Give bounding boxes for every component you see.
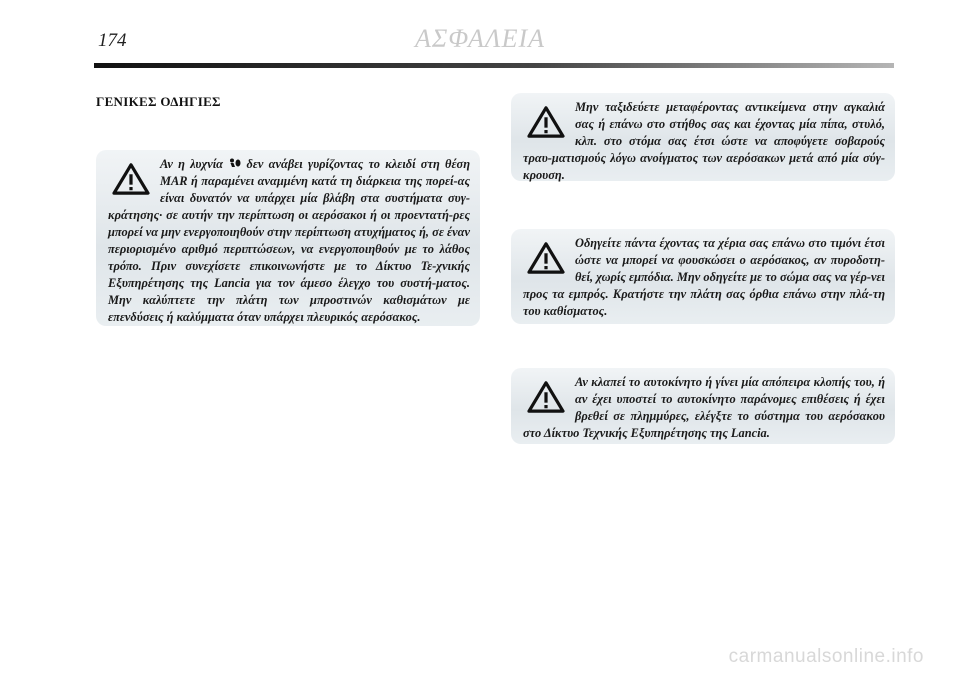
warning-text: Αν κλαπεί το αυτοκίνητο ή γίνει μία απόπειρα κλοπής του, ή αν έχει υποστεί το αυτοκίνητο παράνομες επιθέσεις ή έχει βρεθεί σε πλημμύρες, ελέγξτε το σύστημα του αερόσακου στο Δίκτυο Τεχνικής Εξυπηρέτησης της Lancia. [523,375,885,440]
warning-text: Οδηγείτε πάντα έχοντας τα χέρια σας επάνω στο τιμόνι έτσι ώστε να μπορεί να φουσκώσει ο αερόσακος, αν πυροδοτη-θεί, χωρίς εμπόδια. Μην οδηγείτε με το σώμα σας να γέρ-νει προς τα εμπρός. Κρατήστε την πλάτη σας όρθια επάνω στην πλά-τη του καθίσματος. [523,236,885,318]
warning-triangle-icon [527,105,565,139]
warning-triangle-icon [112,162,150,196]
page-number: 174 [98,30,127,51]
warning-triangle-icon [527,380,565,414]
warning-box-hands-on-wheel [511,229,895,324]
warning-text: Αν η λυχνία δεν ανάβει γυρίζοντας το κλειδί στη θέση MAR ή παραμένει αναμμένη κατά τη διάρκεια της πορεί-ας είναι δυνατόν να υπάρχει μία βλάβη στα συστήματα συγ-κράτησης· σε αυτήν την περίπτωση οι αερόσακοι ή οι προεντατή-ρες μπορεί να μην ενεργοποιηθούν στην περίπτωση ατυχήματος ή, σε έναν περιορισμένο αριθμό περιπτώσεων, να ενεργοποιηθούν με το λάθος τρόπο. Πριν συνεχίσετε επικοινωνήστε με το Δίκτυο Τε-χνικής Εξυπηρέτησης της Lancia για τον άμεσο έλεγχο του συστή-ματος. Μην καλύπτετε την πλάτη των μπροστινών καθισμάτων με επενδύσεις ή καλύμματα όταν υπάρχει πλευρικός αερόσακος. [108,157,471,324]
warning-box-theft [511,368,895,444]
warning-box-airbag-lamp [96,150,480,326]
header-rule [94,63,894,68]
section-heading: ΓΕΝΙΚΕΣ ΟΔΗΓΙΕΣ [96,94,221,109]
warning-box-objects [511,93,895,181]
warning-text: Μην ταξιδεύετε μεταφέροντας αντικείμενα στην αγκαλιά σας ή επάνω στο στήθος σας και έχοντας μία πίπα, στυλό, κλπ. στο στόμα σας έτσι ώστε να αποφύγετε σοβαρούς τραυ-ματισμούς λόγω ανοίγματος των αερόσακων μετά από μία σύγ-κρουση. [523,100,885,182]
warning-triangle-icon [527,241,565,275]
watermark: carmanualsonline.info [728,646,924,667]
airbag-lamp-icon [228,158,241,169]
page-title: ΑΣΦΑΛΕΙΑ [415,24,545,53]
